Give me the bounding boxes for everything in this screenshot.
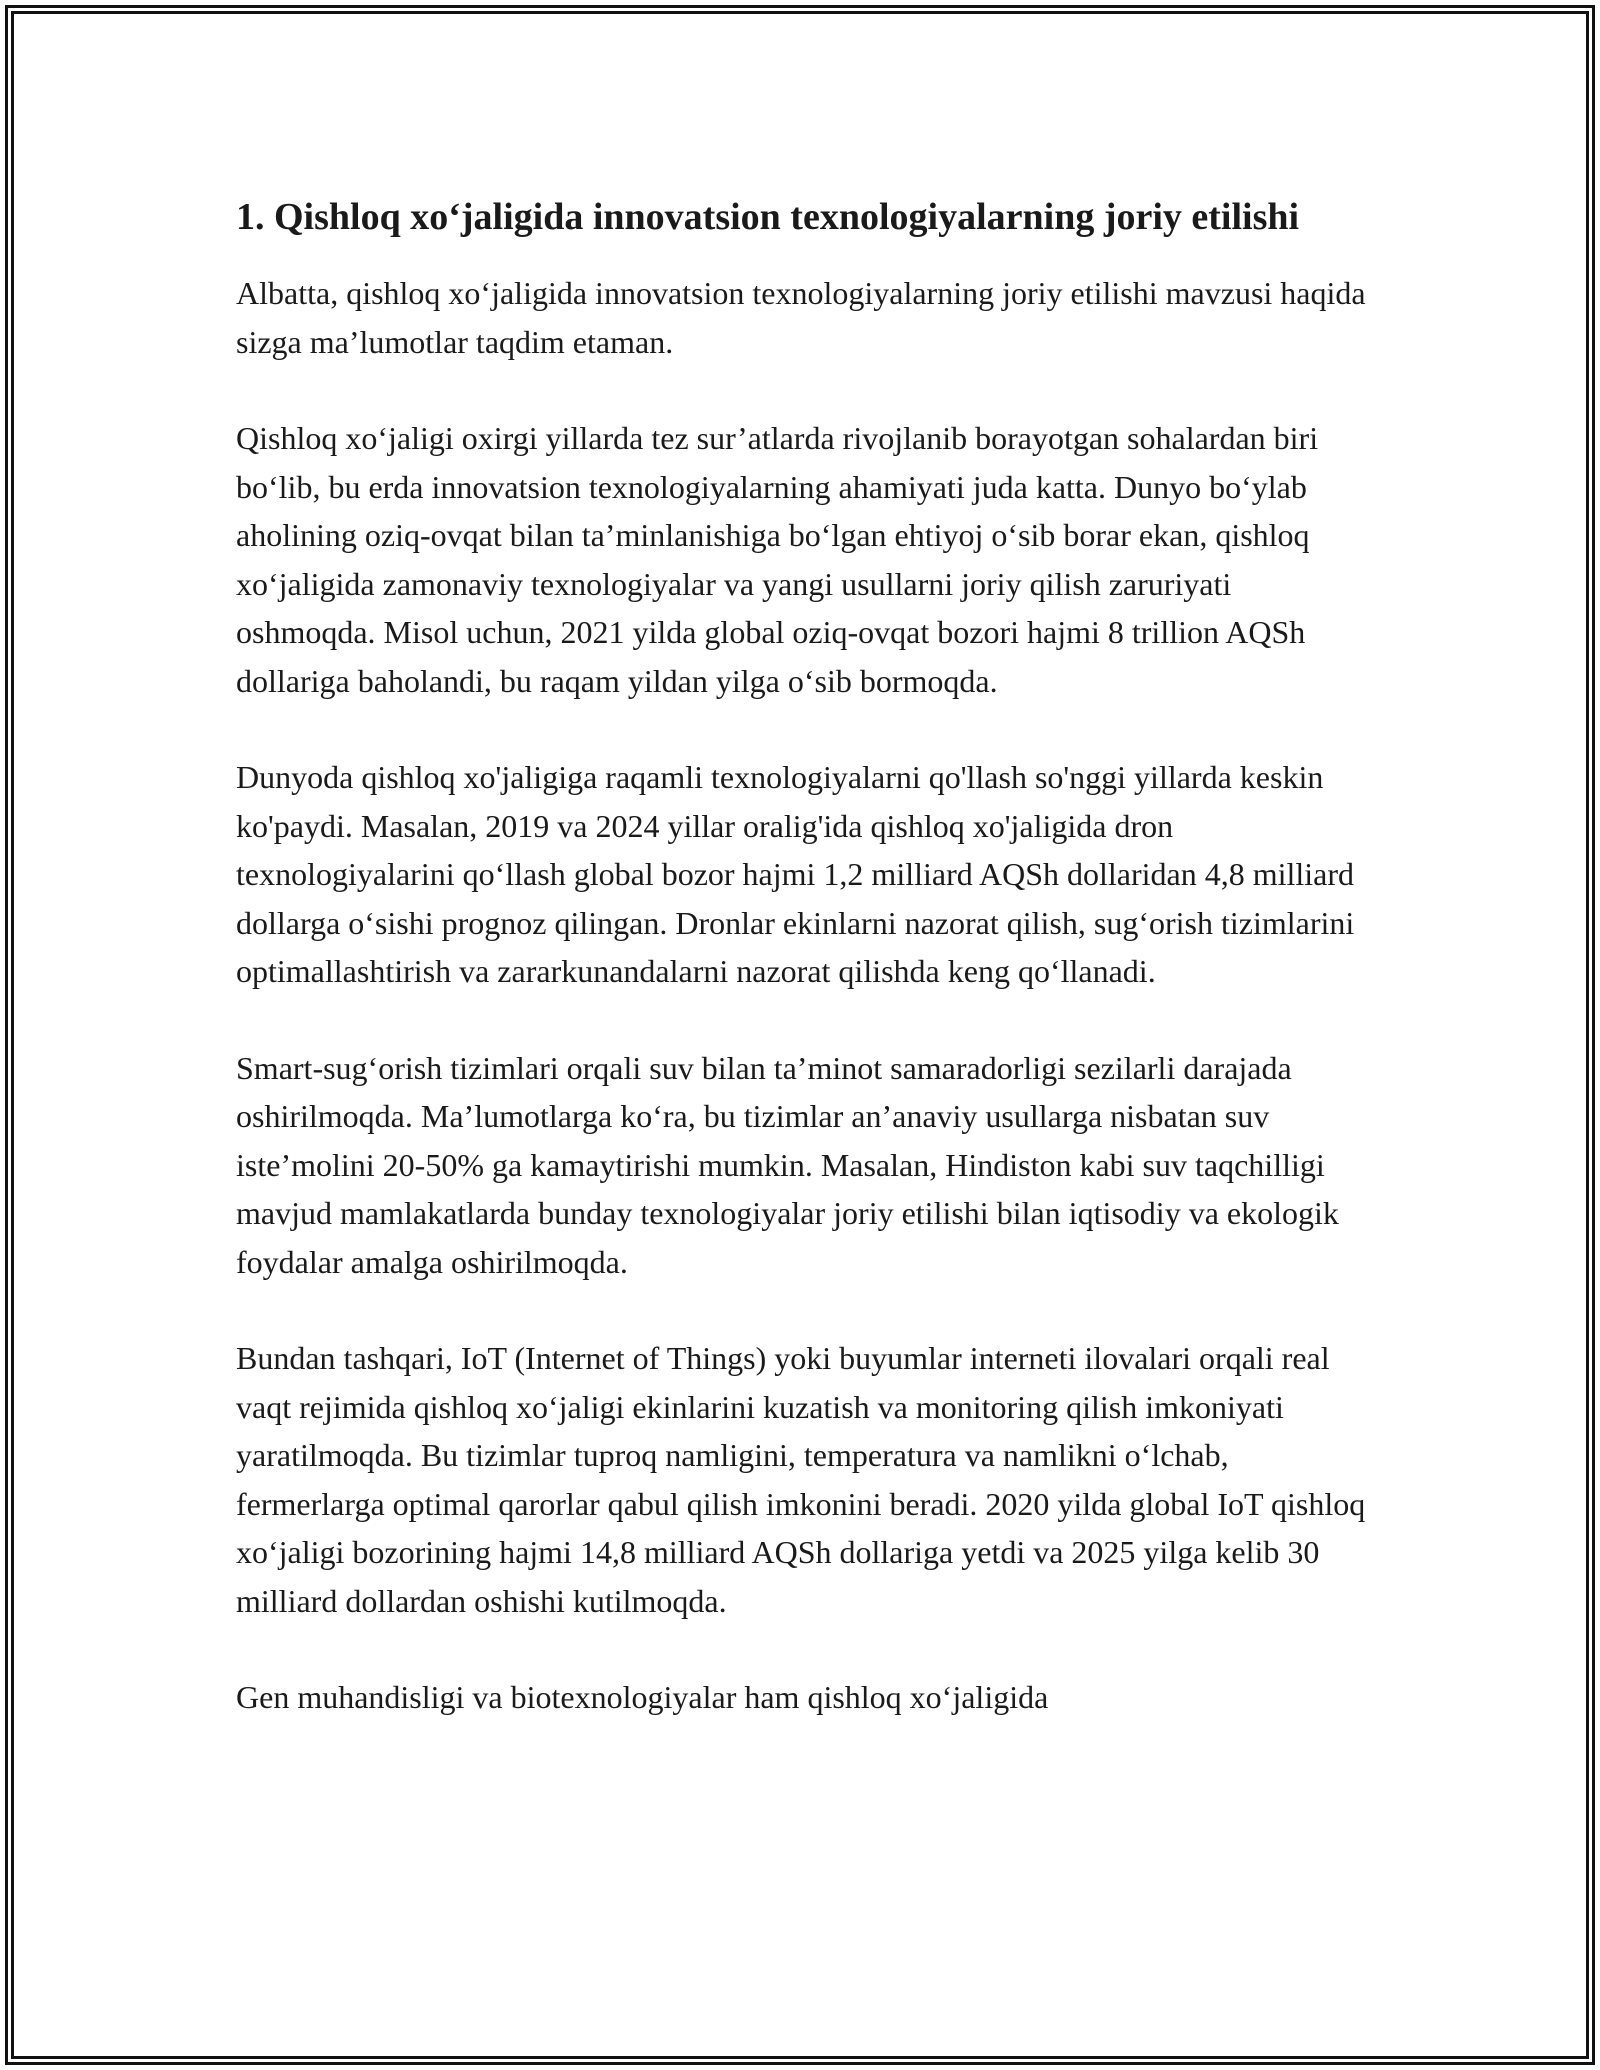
paragraph-drone-technology: Dunyoda qishloq xo'jaligiga raqamli texnologiyalarni qo'llash so'nggi yillarda keskin ko'paydi. Masalan, 2019 va 2024 yillar oralig'ida qishloq xo'jaligida dron texnologiyalarini qo‘llash global bozor hajmi 1,2 milliard AQSh dollaridan 4,8 milliard dollarga o‘sishi prognoz qilingan. Dronlar ekinlarni nazorat qilish, sug‘orish tizimlarini optimallashtirish va zararkunandalarni nazorat qilishda keng qo‘llanadi. [236,759,1355,989]
paragraph-smart-irrigation: Smart-sug‘orish tizimlari orqali suv bilan ta’minot samaradorligi sezilarli darajada oshirilmoqda. Ma’lumotlarga ko‘ra, bu tizimlar an’anaviy usullarga nisbatan suv iste’molini 20-50% ga kamaytirishi mumkin. Masalan, Hindiston kabi suv taqchilligi mavjud mamlakatlarda bunday texnologiyalar joriy etilishi bilan iqtisodiy va ekologik foydalar amalga oshirilmoqda. [236,1049,1339,1280]
paragraph-iot: Bundan tashqari, IoT (Internet of Things) yoki buyumlar interneti ilovalari orqali real vaqt rejimida qishloq xo‘jaligi ekinlarini kuzatish va monitoring qilish imkoniyati yaratilmoqda. Bu tizimlar tuproq namligini, temperatura va namlikni o‘lchab, fermerlarga optimal qarorlar qabul qilish imkonini beradi. 2020 yilda global IoT qishloq xo‘jaligi bozorining hajmi 14,8 milliard AQSh dollariga yetdi va 2025 yilga kelib 30 milliard dollardan oshishi kutilmoqda. [236,1340,1366,1619]
document-body [236,190,1376,1770]
page-title: 1. Qishloq xo‘jaligida innovatsion texnologiyalarning joriy etilishi [236,196,1300,238]
paragraph-agriculture-growth: Qishloq xo‘jaligi oxirgi yillarda tez sur’atlarda rivojlanib borayotgan sohalardan biri bo‘lib, bu erda innovatsion texnologiyalarning ahamiyati juda katta. Dunyo bo‘ylab aholining oziq-ovqat bilan ta’minlanishiga bo‘lgan ehtiyoj o‘sib borar ekan, qishloq xo‘jaligida zamonaviy texnologiyalar va yangi usullarni joriy qilish zaruriyati oshmoqda. Misol uchun, 2021 yilda global oziq-ovqat bozori hajmi 8 trillion AQSh dollariga baholandi, bu raqam yildan yilga o‘sib bormoqda. [236,420,1319,699]
paragraph-intro: Albatta, qishloq xo‘jaligida innovatsion texnologiyalarning joriy etilishi mavzusi haqida sizga ma’lumotlar taqdim etaman. [236,275,1366,360]
paragraph-genetic-engineering: Gen muhandisligi va biotexnologiyalar ham qishloq xo‘jaligida [236,1679,1049,1715]
